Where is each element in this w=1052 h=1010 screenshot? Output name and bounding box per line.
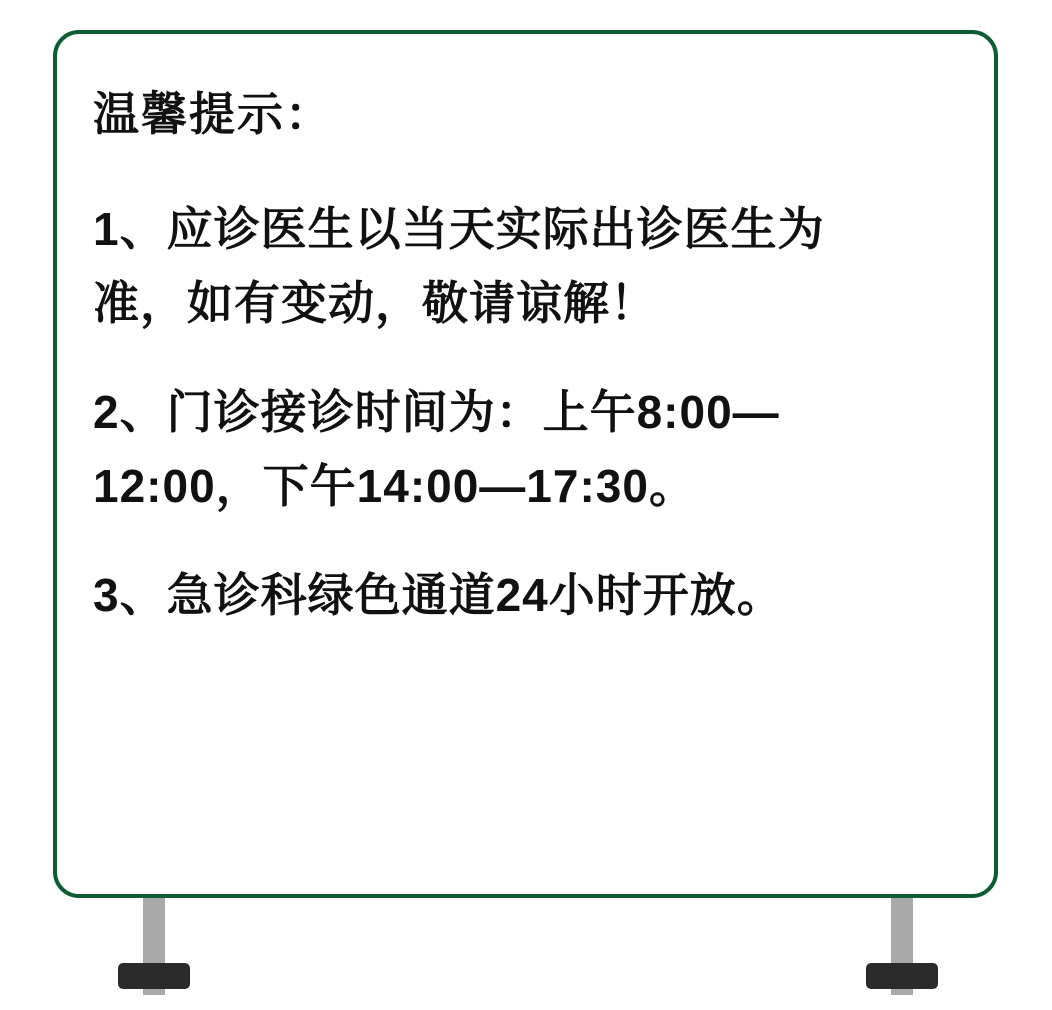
stand-foot-right-bottom — [866, 963, 938, 989]
notice-board — [53, 30, 998, 898]
notice-item-3: 3、急诊科绿色通道24小时开放。 — [93, 568, 784, 621]
notice-item-1: 1、应诊医生以当天实际出诊医生为准，如有变动，敬请谅解！ — [93, 202, 825, 330]
notice-content — [89, 86, 964, 632]
notice-item-2: 2、门诊接诊时间为：上午8:00—12:00，下午14:00—17:30。 — [93, 385, 780, 513]
notice-title: 温馨提示： — [93, 88, 333, 140]
stand-foot-left-bottom — [118, 963, 190, 989]
